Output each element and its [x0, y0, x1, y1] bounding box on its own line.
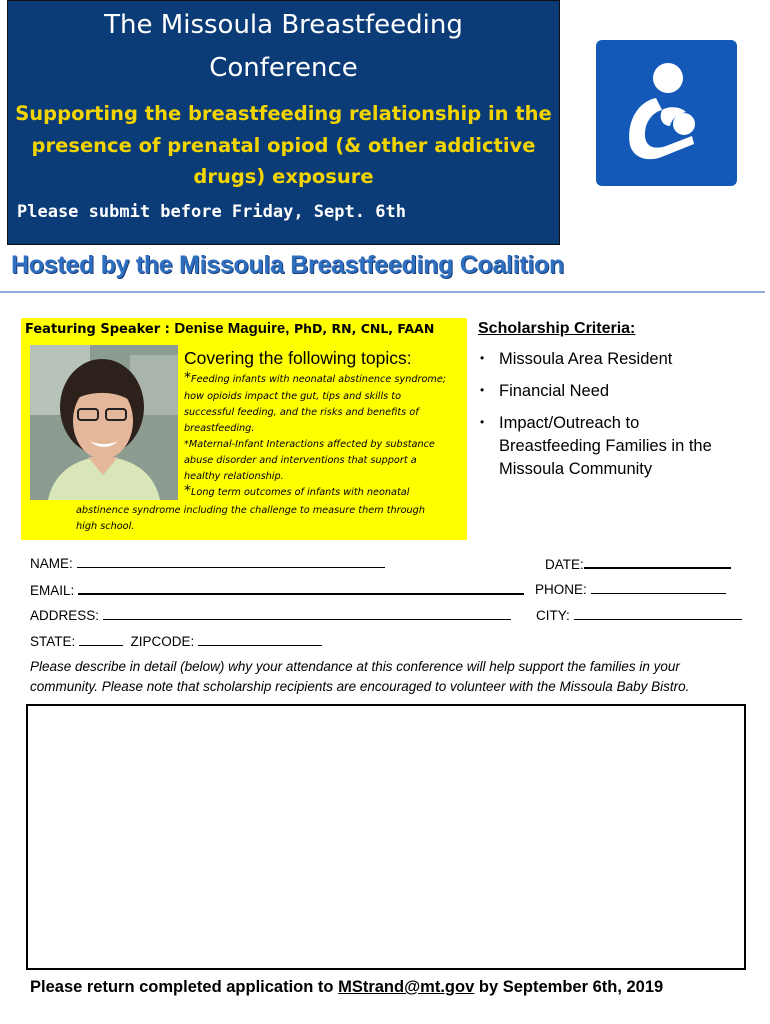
phone-field[interactable] — [535, 582, 726, 597]
topic-line: Feeding infants with neonatal abstinence syndrome; — [191, 374, 447, 385]
email-field[interactable] — [30, 582, 524, 598]
subtitle-line2: presence of prenatal opiod (& other addictive — [31, 134, 536, 157]
email-link[interactable]: MStrand@mt.gov — [338, 978, 475, 996]
address-input-line[interactable] — [103, 608, 511, 620]
divider — [0, 291, 765, 293]
scholarship-criteria-title: Scholarship Criteria: — [478, 320, 636, 337]
topic-line: high school. — [76, 521, 135, 532]
breastfeeding-symbol-icon — [596, 40, 737, 186]
footer-suffix: by September 6th, 2019 — [478, 978, 664, 996]
phone-input-line[interactable] — [591, 582, 726, 594]
city-label: CITY: — [536, 608, 570, 623]
criteria-text: Missoula Community — [499, 460, 653, 478]
state-label: STATE: — [30, 634, 76, 649]
state-field[interactable] — [30, 634, 322, 649]
topic-line: *Maternal-Infant Interactions affected by substance — [184, 439, 435, 450]
topic-line: abuse disorder and interventions that support a — [184, 455, 417, 466]
describe-line2: community. Please note that scholarship recipients are encouraged to volunteer with the Missoula Baby Bistro. — [30, 678, 690, 694]
criteria-text: Impact/Outreach to — [499, 414, 640, 432]
header-banner — [7, 0, 560, 245]
covering-topics-heading: Covering the following topics: — [184, 348, 412, 368]
subtitle-line3: drugs) exposure — [193, 165, 374, 188]
topic-line: healthy relationship. — [184, 471, 284, 482]
address-field[interactable] — [30, 608, 511, 623]
topic-line: Long term outcomes of infants with neonatal — [191, 487, 410, 498]
topic-line: how opioids impact the gut, tips and skills to — [184, 391, 402, 402]
return-instructions — [30, 978, 663, 997]
bullet: • — [480, 383, 485, 397]
featuring-label: Featuring Speaker : — [25, 322, 170, 337]
name-field[interactable] — [30, 556, 385, 571]
phone-label: PHONE: — [535, 582, 587, 597]
name-input-line[interactable] — [77, 556, 385, 568]
email-input-line[interactable] — [78, 582, 524, 595]
topic-line: successful feeding, and the risks and benefits of — [184, 407, 419, 418]
footer-prefix: Please return completed application to — [30, 978, 334, 996]
speaker-name: Denise Maguire, — [174, 320, 290, 337]
topic-line: abstinence syndrome including the challenge to measure them through — [76, 505, 425, 516]
criteria-text: Missoula Area Resident — [499, 350, 673, 368]
date-label: DATE: — [545, 557, 584, 572]
describe-instructions — [30, 657, 730, 696]
conference-title-line2: Conference — [209, 53, 358, 83]
city-input-line[interactable] — [574, 608, 742, 620]
criteria-text: Financial Need — [499, 382, 610, 400]
speaker-photo — [30, 345, 178, 500]
date-input-line[interactable] — [584, 556, 731, 569]
zipcode-label: ZIPCODE: — [130, 634, 195, 649]
featuring-speaker — [25, 320, 434, 337]
date-field[interactable] — [545, 556, 731, 572]
topic-line: breastfeeding. — [184, 423, 255, 434]
name-label: NAME: — [30, 556, 73, 571]
zipcode-input-line[interactable] — [198, 634, 322, 646]
city-field[interactable] — [536, 608, 742, 623]
bullet: • — [480, 351, 485, 365]
deadline-text: Please submit before Friday, Sept. 6th — [17, 202, 406, 222]
conference-title-line1: The Missoula Breastfeeding — [104, 10, 463, 40]
star-bullet: * — [184, 483, 191, 499]
subtitle-line1: Supporting the breastfeeding relationship in the — [15, 102, 552, 125]
describe-line1: Please describe in detail (below) why your attendance at this conference will help support the families in your — [30, 659, 680, 674]
criteria-text: Breastfeeding Families in the — [499, 437, 712, 455]
bullet: • — [480, 415, 485, 429]
address-label: ADDRESS: — [30, 608, 100, 623]
email-label: EMAIL: — [30, 583, 75, 598]
hosted-by-heading: Hosted by the Missoula Breastfeeding Coalition — [11, 251, 564, 279]
star-bullet: * — [184, 370, 191, 386]
response-textarea[interactable] — [26, 704, 746, 970]
state-input-line[interactable] — [79, 634, 123, 646]
speaker-credentials: PhD, RN, CNL, FAAN — [293, 321, 435, 336]
